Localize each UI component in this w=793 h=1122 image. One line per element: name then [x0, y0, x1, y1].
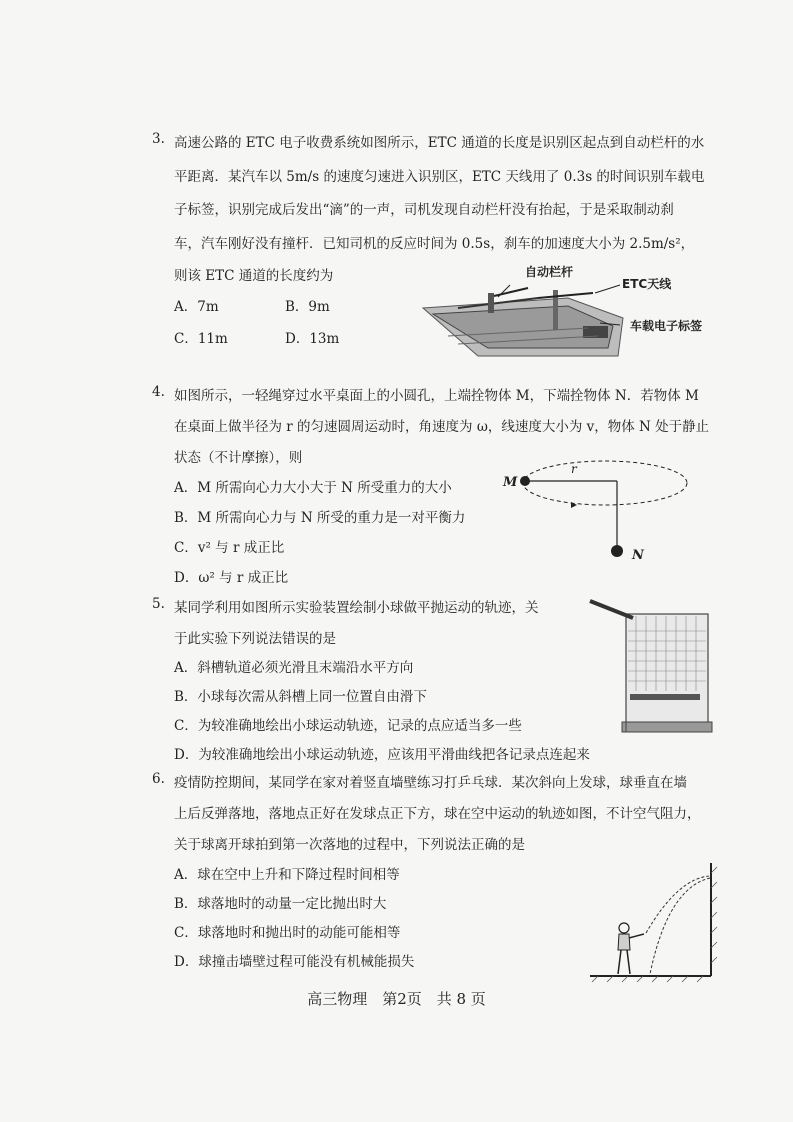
label-vehicle-tag: 车载电子标签 — [630, 319, 703, 333]
q3-line-4: 车，汽车刚好没有撞杆．已知司机的反应时间为 0.5s，刹车的加速度大小为 2.5m/s²， — [174, 236, 695, 252]
q6-option-c: C．球落地时和抛出时的动能可能相等 — [174, 925, 401, 941]
label-m: M — [503, 475, 518, 490]
label-r: r — [571, 462, 577, 476]
q5-option-d: D．为较准确地绘出小球运动轨迹，应该用平滑曲线把各记录点连起来 — [174, 747, 590, 763]
q4-option-c: C．v² 与 r 成正比 — [174, 540, 285, 556]
q3-option-d: D．13m — [285, 331, 340, 347]
q6-number: 6. — [152, 771, 165, 787]
q4-option-a: A．M 所需向心力大小大于 N 所受重力的大小 — [174, 480, 452, 496]
q4-line-3: 状态（不计摩擦），则 — [174, 450, 303, 466]
q4-number: 4. — [152, 384, 165, 400]
circular-motion-figure — [505, 455, 715, 565]
q5-option-c: C．为较准确地绘出小球运动轨迹，记录的点应适当多一些 — [174, 718, 522, 734]
q6-line-2: 上后反弹落地，落地点正好在发球点正下方，球在空中运动的轨迹如图，不计空气阻力， — [174, 806, 701, 822]
q4-line-2: 在桌面上做半径为 r 的匀速圆周运动时，角速度为 ω，线速度大小为 v，物体 N 处于静止 — [174, 419, 710, 435]
label-n: N — [632, 548, 644, 563]
q5-number: 5. — [152, 596, 165, 612]
projectile-apparatus-figure — [588, 596, 718, 736]
q3-option-b: B．9m — [285, 299, 330, 315]
q3-option-a: A．7m — [174, 299, 219, 315]
label-auto-barrier: 自动栏杆 — [525, 265, 574, 279]
etc-leader-lines — [480, 285, 630, 335]
page-footer: 高三物理 第2页 共 8 页 — [307, 990, 486, 1008]
q5-line-1: 某同学利用如图所示实验装置绘制小球做平抛运动的轨迹，关 — [174, 600, 539, 616]
q3-option-c: C．11m — [174, 331, 228, 347]
q6-option-a: A．球在空中上升和下降过程时间相等 — [174, 867, 400, 883]
q5-line-2: 于此实验下列说法错误的是 — [174, 631, 336, 647]
q4-option-b: B．M 所需向心力与 N 所受的重力是一对平衡力 — [174, 510, 466, 526]
label-etc-antenna: ETC天线 — [622, 277, 672, 291]
q3-line-3: 子标签，识别完成后发出“滴”的一声，司机发现自动栏杆没有抬起，于是采取制动刹 — [174, 202, 674, 218]
q6-line-1: 疫情防控期间，某同学在家对着竖直墙壁练习打乒乓球．某次斜向上发球，球垂直在墙 — [174, 775, 687, 791]
q5-option-b: B．小球每次需从斜槽上同一位置自由滑下 — [174, 689, 427, 705]
q3-line-2: 平距离．某汽车以 5m/s 的速度匀速进入识别区，ETC 天线用了 0.3s 的时间识别车载电 — [174, 169, 705, 185]
q3-number: 3. — [152, 131, 165, 147]
q3-line-1: 高速公路的 ETC 电子收费系统如图所示，ETC 通道的长度是识别区起点到自动栏杆的水 — [174, 135, 705, 151]
q3-line-5: 则该 ETC 通道的长度约为 — [174, 268, 334, 284]
q4-option-d: D．ω² 与 r 成正比 — [174, 570, 289, 586]
q6-line-3: 关于球离开球拍到第一次落地的过程中，下列说法正确的是 — [174, 837, 525, 853]
q6-option-d: D．球撞击墙壁过程可能没有机械能损失 — [174, 954, 415, 970]
q5-option-a: A．斜槽轨道必须光滑且末端沿水平方向 — [174, 660, 414, 676]
q4-line-1: 如图所示，一轻绳穿过水平桌面上的小圆孔，上端拴物体 M，下端拴物体 N．若物体 M — [174, 388, 699, 404]
q6-option-b: B．球落地时的动量一定比抛出时大 — [174, 896, 387, 912]
table-tennis-wall-figure — [588, 858, 718, 983]
